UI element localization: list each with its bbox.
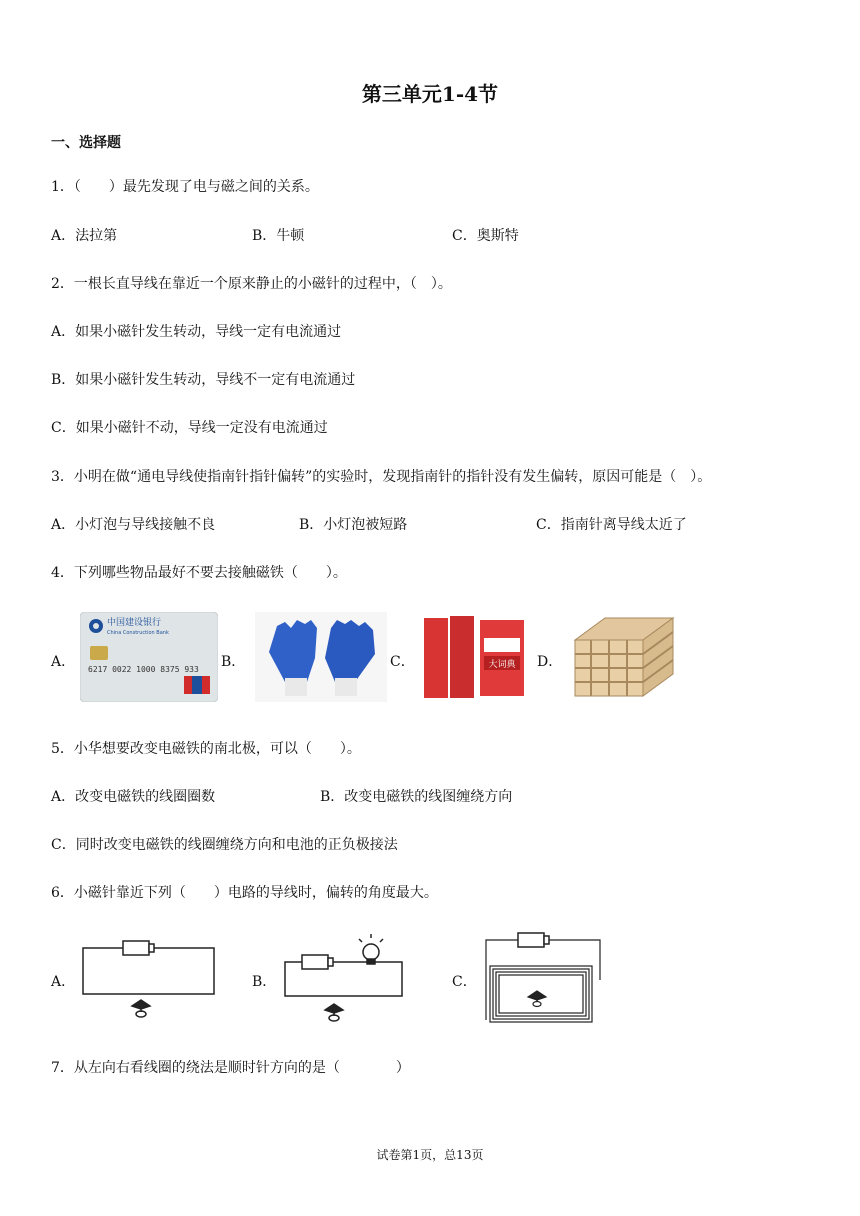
question-7-stem: 7．从左向右看线圈的绕法是顺时针方向的是（ ） xyxy=(51,1060,410,1076)
question-3-option-b: B．小灯泡被短路 xyxy=(299,517,408,533)
question-2-option-b: B．如果小磁针发生转动，导线不一定有电流通过 xyxy=(51,372,356,388)
question-2-stem: 2．一根长直导线在靠近一个原来静止的小磁针的过程中，（ ）。 xyxy=(51,276,452,292)
gloves-image xyxy=(255,612,387,702)
bank-card-image xyxy=(80,612,218,702)
circuit-a-diagram xyxy=(80,936,220,1024)
question-3-stem: 3．小明在做“通电导线使指南针指针偏转”的实验时，发现指南针的指针没有发生偏转，原因可能是（ ）。 xyxy=(51,469,712,485)
question-5-option-a: A．改变电磁铁的线圈圈数 xyxy=(51,789,216,805)
question-1-stem: 1．（ ）最先发现了电与磁之间的关系。 xyxy=(51,179,319,195)
question-5-option-c: C．同时改变电磁铁的线圈缠绕方向和电池的正负极接法 xyxy=(51,837,398,853)
question-3-option-a: A．小灯泡与导线接触不良 xyxy=(51,517,216,533)
question-1-option-c: C．奥斯特 xyxy=(452,228,519,244)
question-1-option-b: B．牛顿 xyxy=(252,228,305,244)
circuit-c-diagram xyxy=(482,930,604,1026)
question-4-option-a: A． xyxy=(51,654,76,670)
page-footer: 试卷第1页，总13页 xyxy=(376,1148,484,1162)
question-5-option-b: B．改变电磁铁的线图缠绕方向 xyxy=(320,789,513,805)
dictionary-cover-text: 大词典 xyxy=(488,660,516,670)
question-6-option-a: A． xyxy=(51,974,76,990)
question-2-option-c: C．如果小磁针不动，导线一定没有电流通过 xyxy=(51,420,328,436)
question-4-option-d: D． xyxy=(537,654,563,670)
circuit-b-diagram xyxy=(282,932,406,1026)
dictionary-image xyxy=(420,612,528,702)
page-title: 第三单元1-4节 xyxy=(361,82,499,106)
question-2-option-a: A．如果小磁针发生转动，导线一定有电流通过 xyxy=(51,324,342,340)
question-4-stem: 4．下列哪些物品最好不要去接触磁铁（ ）。 xyxy=(51,565,347,581)
wooden-crate-image xyxy=(565,610,677,702)
question-5-stem: 5．小华想要改变电磁铁的南北极，可以（ ）。 xyxy=(51,741,361,757)
card-bank-name: 中国建设银行 xyxy=(107,618,162,628)
question-4-option-b: B． xyxy=(221,654,246,670)
question-3-option-c: C．指南针离导线太近了 xyxy=(536,517,687,533)
question-6-stem: 6．小磁针靠近下列（ ）电路的导线时，偏转的角度最大。 xyxy=(51,885,438,901)
question-6-option-c: C． xyxy=(452,974,477,990)
card-number: 6217 0022 1000 8375 933 xyxy=(88,665,199,674)
card-bank-english: China Construction Bank xyxy=(107,630,169,636)
question-6-option-b: B． xyxy=(252,974,277,990)
question-1-option-a: A．法拉第 xyxy=(51,228,118,244)
section-heading: 一、选择题 xyxy=(51,135,121,151)
question-4-option-c: C． xyxy=(390,654,415,670)
